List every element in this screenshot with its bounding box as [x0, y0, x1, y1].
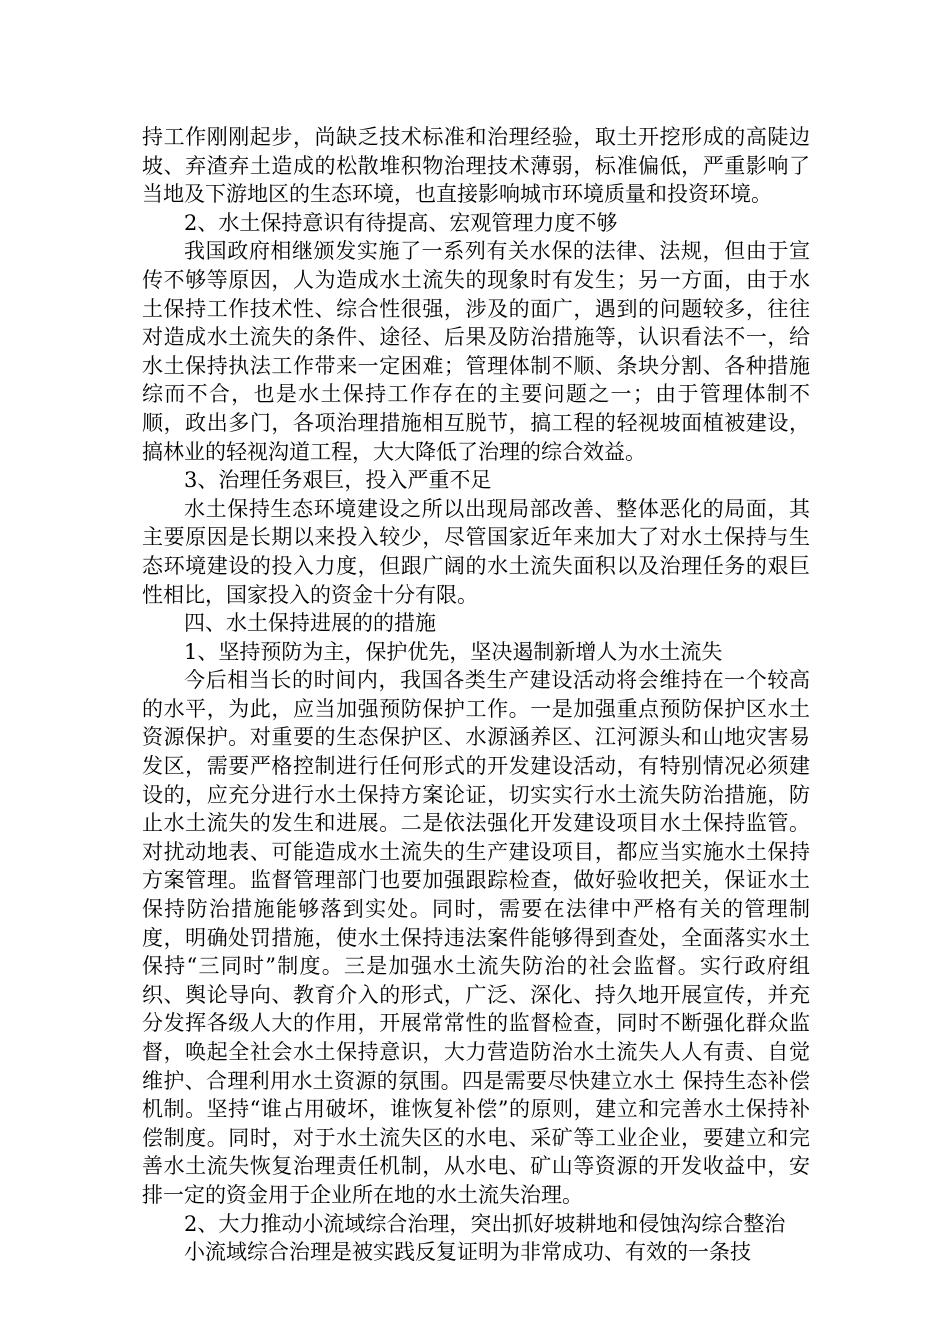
paragraph-continuation: 持工作刚刚起步，尚缺乏技术标准和治理经验，取土开挖形成的高陡边坡、弃渣弃土造成的松散堆积物治理技术薄弱，标准偏低，严重影响了当地及下游地区的生态环境，也直接影响城市环境质量和投资环境。 [142, 125, 810, 207]
paragraph-prevention: 今后相当长的时间内，我国各类生产建设活动将会维持在一个较高的水平，为此，应当加强预防保护工作。一是加强重点预防保护区水土资源保护。对重要的生态保护区、水源涵养区、江河源头和山地灾害易发区，需要严格控制进行任何形式的开发建设活动，有特别情况必须建设的，应充分进行水土保持方案论证，切实实行水土流失防治措施，防止水土流失的发生和进展。二是依法强化开发建设项目水土保持监管。对扰动地表、可能造成水土流失的生产建设项目，都应当实施水土保持方案管理。监督管理部门也要加强跟踪检查，做好验收把关，保证水土保持防治措施能够落到实处。同时，需要在法律中严格有关的管理制度，明确处罚措施，使水土保持违法案件能够得到查处，全面落实水土保持“三同时”制度。三是加强水土流失防治的社会监督。实行政府组织、舆论导向、教育介入的形式，广泛、深化、持久地开展宣传，并充分发挥各级人大的作用，开展常常性的监督检查，同时不断强化群众监督，唤起全社会水土保持意识，大力营造防治水土流失人人有责、自觉维护、合理利用水土资源的氛围。四是需要尽快建立水土 保持生态补偿机制。坚持“谁占用破坏，谁恢复补偿”的原则，建立和完善水土保持补偿制度。同时，对于水土流失区的水电、采矿等工业企业，要建立和完善水土流失恢复治理责任机制，从水电、矿山等资源的开发收益中，安排一定的资金用于企业所在地的水土流失治理。 [142, 668, 810, 1207]
paragraph-awareness: 我国政府相继颁发实施了一系列有关水保的法律、法规，但由于宣传不够等原因，人为造成水土流失的现象时有发生；另一方面，由于水土保持工作技术性、综合性很强，涉及的面广，遇到的问题较多，往往对造成水土流失的条件、途径、后果及防治措施等，认识看法不一，给水土保持执法工作带来一定困难；管理体制不顺、条块分割、各种措施综而不合，也是水土保持工作存在的主要问题之一；由于管理体制不顺，政出多门，各项治理措施相互脱节，搞工程的轻视坡面植被建设，搞林业的轻视沟道工程，大大降低了治理的综合效益。 [142, 239, 810, 464]
section-heading-prevention: 1、坚持预防为主，保护优先，坚决遏制新增人为水土流失 [184, 639, 723, 664]
chapter-heading-measures: 四、水土保持进展的的措施 [184, 611, 436, 636]
section-heading-watershed: 2、大力推动小流域综合治理，突出抓好坡耕地和侵蚀沟综合整治 [184, 1211, 786, 1236]
section-heading-investment: 3、治理任务艰巨，投入严重不足 [184, 468, 492, 493]
paragraph-watershed: 小流域综合治理是被实践反复证明为非常成功、有效的一条技 [184, 1240, 751, 1265]
section-heading-awareness: 2、水土保持意识有待提高、宏观管理力度不够 [184, 210, 618, 235]
document-body [142, 123, 810, 1267]
paragraph-investment: 水土保持生态环境建设之所以出现局部改善、整体恶化的局面，其主要原因是长期以来投入较少，尽管国家近年来加大了对水土保持与生态环境建设的投入力度，但跟广阔的水土流失面积以及治理任务的艰巨性相比，国家投入的资金十分有限。 [142, 496, 810, 607]
